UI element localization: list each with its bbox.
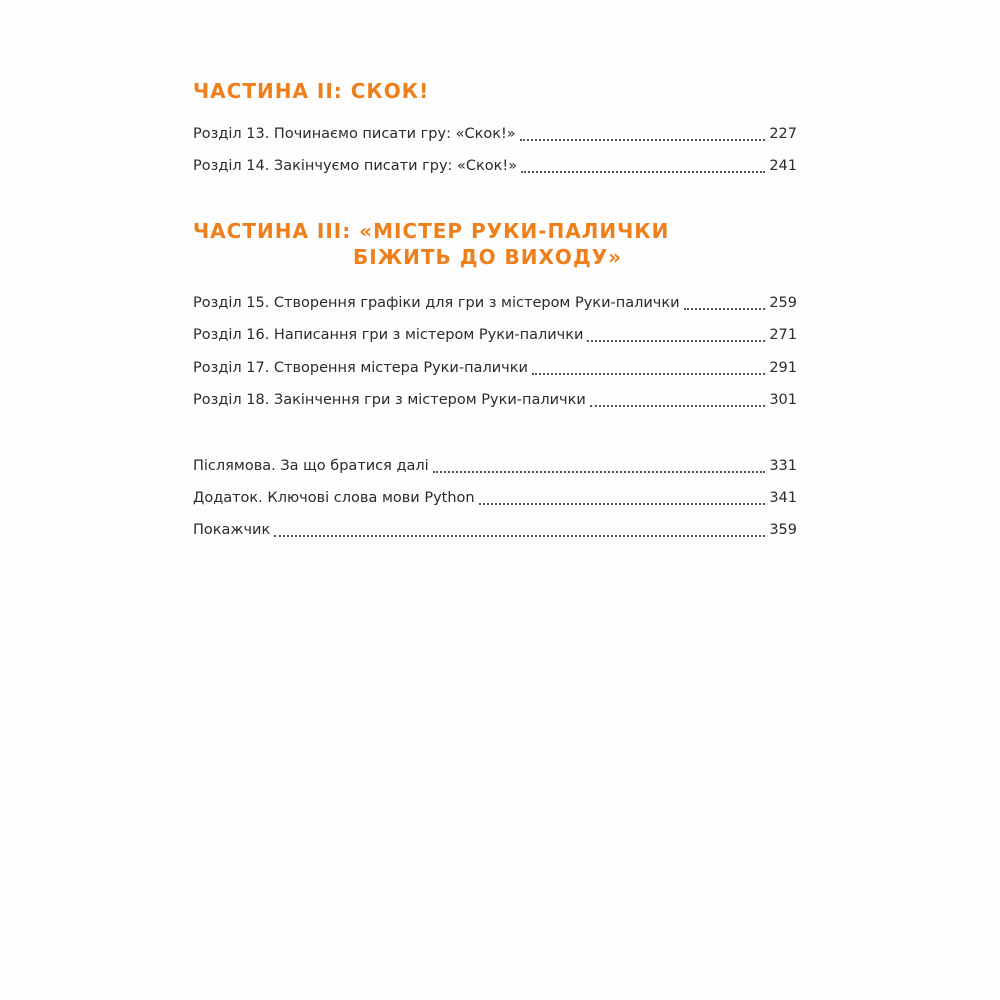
dot-leader [532, 373, 765, 375]
toc-entry-page: 301 [769, 392, 797, 408]
dot-leader [521, 171, 765, 173]
toc-entry-index[interactable] [193, 519, 797, 541]
toc-entry-page: 241 [769, 158, 797, 174]
toc-entry-label: Розділ 14. Закінчуємо писати гру: «Скок!» [193, 158, 518, 174]
toc-entry-chapter-15[interactable] [193, 292, 797, 314]
part-3-title [193, 218, 669, 270]
part-2-title [193, 78, 429, 104]
toc-entry-chapter-18[interactable] [193, 389, 797, 411]
dot-leader [274, 535, 765, 537]
toc-entry-label: Розділ 13. Починаємо писати гру: «Скок!» [193, 126, 516, 142]
toc-entry-label: Розділ 18. Закінчення гри з містером Руки-палички [193, 392, 586, 408]
dot-leader [479, 503, 766, 505]
toc-entry-label: Розділ 15. Створення графіки для гри з містером Руки-палички [193, 295, 680, 311]
toc-entry-chapter-14[interactable] [193, 155, 797, 177]
dot-leader [684, 308, 766, 310]
toc-entry-page: 331 [769, 458, 797, 474]
toc-entry-chapter-16[interactable] [193, 324, 797, 346]
toc-entry-label: Покажчик [193, 522, 271, 538]
dot-leader [520, 139, 766, 141]
toc-entry-chapter-17[interactable] [193, 357, 797, 379]
part-3-title-line1: ЧАСТИНА III: «МІСТЕР РУКИ-ПАЛИЧКИ [193, 219, 670, 243]
toc-entry-page: 259 [769, 295, 797, 311]
toc-entry-page: 359 [769, 522, 797, 538]
part-2-title-text: ЧАСТИНА II: СКОК! [193, 79, 430, 103]
toc-entry-afterword[interactable] [193, 455, 797, 477]
toc-entry-chapter-13[interactable] [193, 123, 797, 145]
toc-entry-appendix[interactable] [193, 487, 797, 509]
toc-entry-label: Розділ 16. Написання гри з містером Руки-палички [193, 327, 584, 343]
part-3-title-line2: БІЖИТЬ ДО ВИХОДУ» [353, 245, 623, 269]
dot-leader [587, 340, 765, 342]
toc-entry-page: 271 [769, 327, 797, 343]
toc-entry-page: 227 [769, 126, 797, 142]
toc-entry-label: Додаток. Ключові слова мови Python [193, 490, 475, 506]
dot-leader [590, 405, 766, 407]
toc-entry-page: 291 [769, 360, 797, 376]
dot-leader [433, 471, 766, 473]
toc-entry-page: 341 [769, 490, 797, 506]
toc-entry-label: Розділ 17. Створення містера Руки-палички [193, 360, 528, 376]
toc-entry-label: Післямова. За що братися далі [193, 458, 429, 474]
